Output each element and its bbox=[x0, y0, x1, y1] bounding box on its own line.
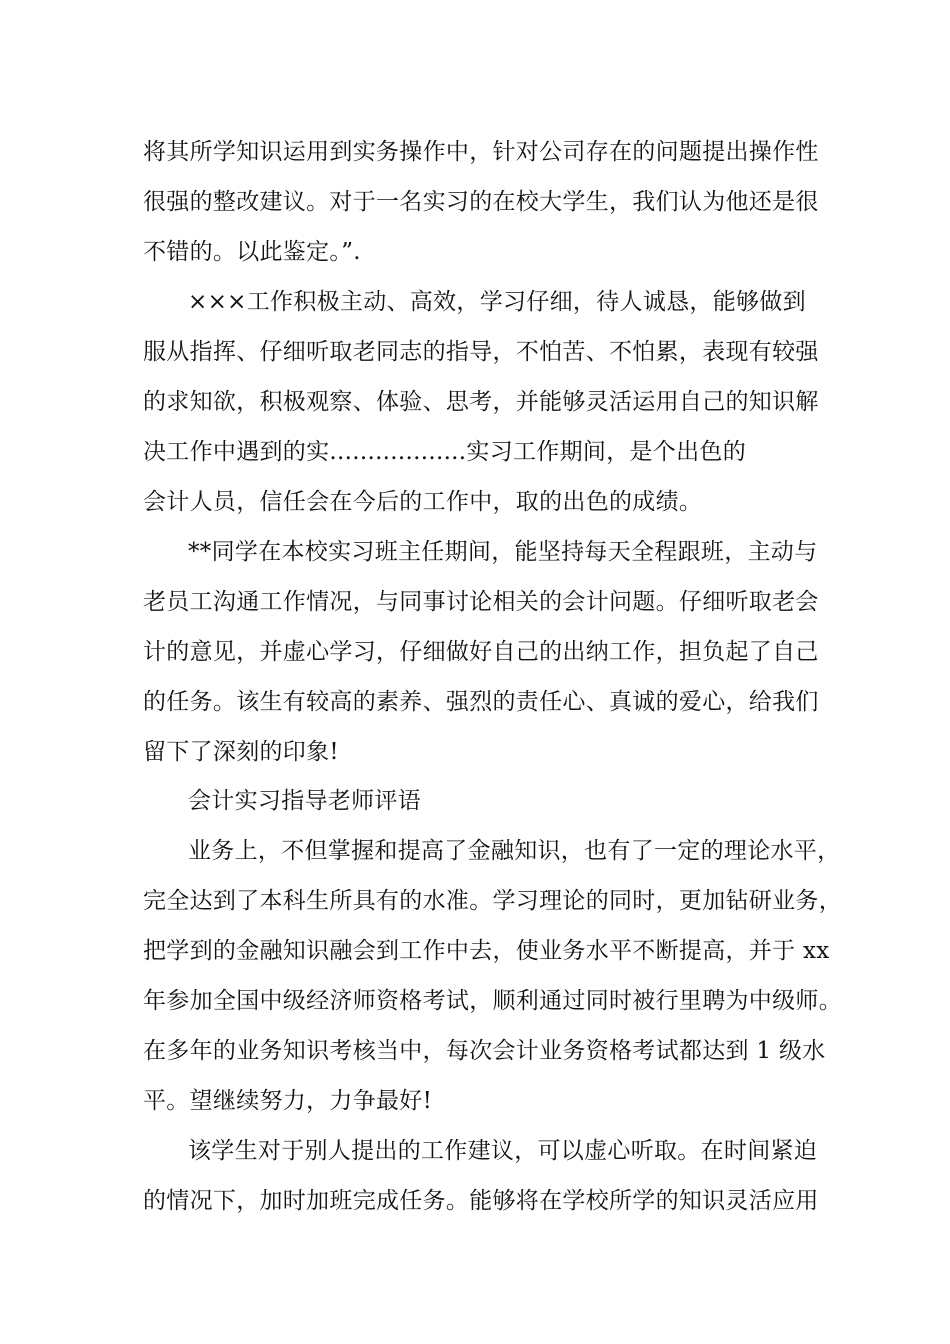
section-heading: 会计实习指导老师评语 bbox=[188, 788, 421, 814]
paragraph-4-line-6: 平。望继续努力，力争最好! bbox=[143, 1088, 433, 1114]
paragraph-2-line-1: ×××工作积极主动、高效，学习仔细，待人诚恳，能够做到 bbox=[188, 289, 806, 315]
paragraph-4-line-2: 完全达到了本科生所具有的水准。学习理论的同时，更加钻研业务， bbox=[143, 888, 842, 914]
paragraph-1-line-3: 不错的。以此鉴定。”. bbox=[143, 239, 361, 265]
paragraph-5-line-2: 的情况下，加时加班完成任务。能够将在学校所学的知识灵活应用 bbox=[143, 1188, 819, 1214]
paragraph-4-line-3: 把学到的金融知识融会到工作中去，使业务水平不断提高，并于 xx bbox=[143, 938, 830, 964]
paragraph-2-line-4: 决工作中遇到的实..................实习工作期间，是个出色的 bbox=[143, 439, 746, 465]
paragraph-1-line-2: 很强的整改建议。对于一名实习的在校大学生，我们认为他还是很 bbox=[143, 189, 819, 215]
paragraph-4-line-1: 业务上，不但掌握和提高了金融知识，也有了一定的理论水平， bbox=[188, 838, 841, 864]
paragraph-4-line-5: 在多年的业务知识考核当中，每次会计业务资格考试都达到 1 级水 bbox=[143, 1038, 826, 1064]
paragraph-1-line-1: 将其所学知识运用到实务操作中，针对公司存在的问题提出操作性 bbox=[143, 139, 819, 165]
paragraph-3-line-3: 计的意见，并虚心学习，仔细做好自己的出纳工作，担负起了自己 bbox=[143, 639, 819, 665]
paragraph-5-line-1: 该学生对于别人提出的工作建议，可以虚心听取。在时间紧迫 bbox=[188, 1138, 818, 1164]
paragraph-3-line-2: 老员工沟通工作情况，与同事讨论相关的会计问题。仔细听取老会 bbox=[143, 589, 819, 615]
paragraph-2-line-3: 的求知欲，积极观察、体验、思考，并能够灵活运用自己的知识解 bbox=[143, 389, 819, 415]
paragraph-3-line-5: 留下了深刻的印象! bbox=[143, 739, 339, 765]
paragraph-2-line-2: 服从指挥、仔细听取老同志的指导，不怕苦、不怕累，表现有较强 bbox=[143, 339, 819, 365]
paragraph-4-line-4: 年参加全国中级经济师资格考试，顺利通过同时被行里聘为中级师。 bbox=[143, 988, 842, 1014]
paragraph-3-line-4: 的任务。该生有较高的素养、强烈的责任心、真诚的爱心，给我们 bbox=[143, 689, 819, 715]
paragraph-2-line-5: 会计人员，信任会在今后的工作中，取的出色的成绩。 bbox=[143, 489, 703, 515]
paragraph-3-line-1: **同学在本校实习班主任期间，能坚持每天全程跟班，主动与 bbox=[188, 539, 818, 565]
